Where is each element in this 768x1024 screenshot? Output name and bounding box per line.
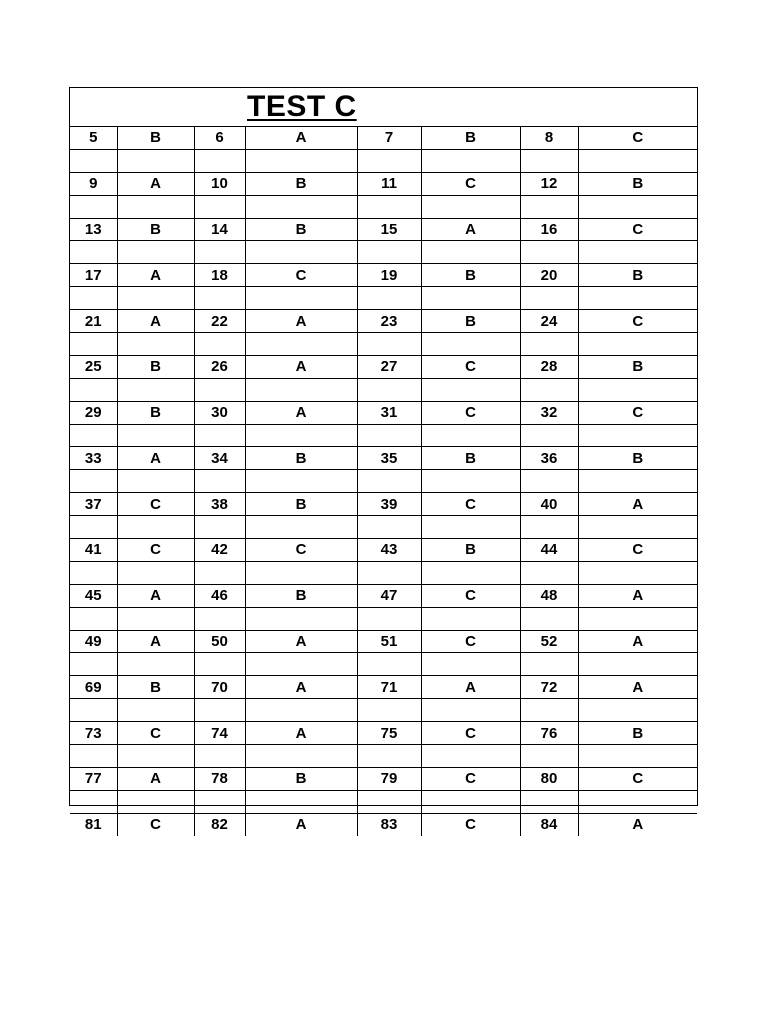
blank-cell (245, 333, 357, 356)
answer-row (70, 127, 697, 149)
answer-letter: C (117, 539, 194, 562)
blank-cell (194, 790, 245, 813)
answer-letter: A (117, 630, 194, 653)
blank-cell (117, 470, 194, 493)
answer-letter: B (245, 447, 357, 470)
answer-letter: A (117, 310, 194, 333)
blank-cell (194, 745, 245, 768)
answer-letter: A (245, 630, 357, 653)
answer-letter: A (245, 722, 357, 745)
answer-letter: B (578, 447, 697, 470)
question-number: 34 (194, 447, 245, 470)
blank-row (70, 653, 697, 676)
blank-cell (245, 516, 357, 539)
blank-cell (70, 516, 117, 539)
blank-cell (357, 516, 421, 539)
answer-letter: C (421, 584, 520, 607)
answer-letter: B (117, 676, 194, 699)
blank-cell (578, 241, 697, 264)
answer-letter: C (578, 539, 697, 562)
answer-row (70, 264, 697, 287)
answer-letter: A (117, 447, 194, 470)
answer-letter: C (578, 127, 697, 149)
blank-cell (245, 424, 357, 447)
answer-letter: C (245, 264, 357, 287)
blank-cell (245, 149, 357, 172)
blank-cell (578, 470, 697, 493)
answer-letter: C (117, 493, 194, 516)
blank-cell (194, 333, 245, 356)
blank-row (70, 790, 697, 813)
answer-letter: B (117, 355, 194, 378)
answer-key-sheet (69, 87, 698, 834)
blank-cell (421, 470, 520, 493)
answer-letter: C (578, 401, 697, 424)
blank-cell (117, 653, 194, 676)
question-number: 47 (357, 584, 421, 607)
blank-cell (117, 745, 194, 768)
blank-cell (520, 699, 578, 722)
question-number: 43 (357, 539, 421, 562)
blank-cell (578, 333, 697, 356)
question-number: 81 (84, 816, 102, 834)
blank-cell (520, 561, 578, 584)
question-number: 31 (357, 401, 421, 424)
blank-row (70, 745, 697, 768)
question-number: 46 (194, 584, 245, 607)
question-number: 38 (194, 493, 245, 516)
blank-cell (194, 470, 245, 493)
blank-cell (245, 287, 357, 310)
question-number: 27 (357, 355, 421, 378)
blank-cell (578, 195, 697, 218)
question-number: 36 (520, 447, 578, 470)
blank-cell (357, 790, 421, 813)
answer-letter: A (245, 676, 357, 699)
answer-table-body (70, 127, 697, 836)
blank-cell (421, 653, 520, 676)
question-number: 76 (520, 722, 578, 745)
question-number: 41 (70, 539, 117, 562)
blank-cell (194, 195, 245, 218)
question-number: 22 (194, 310, 245, 333)
answer-letter: C (578, 218, 697, 241)
answer-letter: C (578, 310, 697, 333)
blank-cell (421, 516, 520, 539)
answer-letter: A (245, 813, 357, 835)
blank-cell (578, 561, 697, 584)
question-number: 51 (357, 630, 421, 653)
blank-row (70, 333, 697, 356)
question-number: 23 (357, 310, 421, 333)
blank-cell (578, 516, 697, 539)
answer-letter: C (245, 539, 357, 562)
blank-cell (70, 470, 117, 493)
answer-letter: C (421, 722, 520, 745)
blank-cell (117, 699, 194, 722)
answer-letter: C (421, 813, 520, 835)
title-row (70, 88, 697, 127)
answer-letter: C (421, 767, 520, 790)
blank-cell (520, 424, 578, 447)
question-number: 29 (70, 401, 117, 424)
question-number: 84 (520, 813, 578, 835)
question-number: 74 (194, 722, 245, 745)
question-number: 14 (194, 218, 245, 241)
blank-cell (578, 287, 697, 310)
blank-row (70, 424, 697, 447)
blank-cell (70, 333, 117, 356)
answer-letter: C (421, 493, 520, 516)
question-number: 69 (70, 676, 117, 699)
answer-letter: A (421, 218, 520, 241)
blank-cell (520, 470, 578, 493)
blank-cell (421, 790, 520, 813)
question-number: 49 (70, 630, 117, 653)
answer-letter: B (245, 584, 357, 607)
blank-cell (194, 149, 245, 172)
answer-letter: B (421, 264, 520, 287)
question-number: 11 (357, 172, 421, 195)
blank-row (70, 470, 697, 493)
answer-letter: C (421, 630, 520, 653)
answer-letter: B (117, 127, 194, 149)
answer-letter: B (578, 172, 697, 195)
question-number: 45 (70, 584, 117, 607)
question-number: 5 (70, 127, 117, 149)
blank-cell (520, 653, 578, 676)
answer-letter: B (578, 264, 697, 287)
blank-cell (578, 699, 697, 722)
answer-table (70, 127, 697, 836)
answer-letter: C (578, 767, 697, 790)
blank-cell (117, 149, 194, 172)
question-number: 33 (70, 447, 117, 470)
question-number: 44 (520, 539, 578, 562)
answer-letter: B (421, 539, 520, 562)
blank-cell (245, 653, 357, 676)
question-number: 25 (70, 355, 117, 378)
answer-letter: A (245, 401, 357, 424)
blank-cell (520, 287, 578, 310)
blank-cell (357, 561, 421, 584)
answer-row (70, 310, 697, 333)
answer-row (70, 172, 697, 195)
answer-letter: C (421, 355, 520, 378)
answer-row (70, 539, 697, 562)
blank-cell (520, 149, 578, 172)
answer-letter: B (578, 355, 697, 378)
question-number: 82 (194, 813, 245, 835)
blank-cell (520, 745, 578, 768)
page-title: TEST C (247, 90, 357, 123)
answer-letter: A (578, 813, 697, 835)
answer-row (70, 630, 697, 653)
question-number: 78 (194, 767, 245, 790)
question-number: 73 (70, 722, 117, 745)
answer-row (70, 493, 697, 516)
question-number: 80 (520, 767, 578, 790)
blank-cell (194, 699, 245, 722)
blank-row (70, 287, 697, 310)
blank-cell (421, 241, 520, 264)
blank-cell (421, 607, 520, 630)
answer-row (70, 355, 697, 378)
blank-cell (194, 241, 245, 264)
blank-cell (578, 745, 697, 768)
blank-cell (357, 287, 421, 310)
blank-cell (70, 378, 117, 401)
blank-cell (357, 241, 421, 264)
blank-cell (194, 561, 245, 584)
blank-cell (245, 470, 357, 493)
question-number: 13 (70, 218, 117, 241)
blank-cell (70, 790, 117, 813)
answer-row (70, 722, 697, 745)
blank-cell (578, 149, 697, 172)
blank-cell (357, 195, 421, 218)
blank-cell (578, 607, 697, 630)
question-number: 28 (520, 355, 578, 378)
blank-row (70, 378, 697, 401)
answer-letter: A (578, 584, 697, 607)
question-number: 35 (357, 447, 421, 470)
answer-letter: B (245, 172, 357, 195)
blank-cell (245, 561, 357, 584)
question-number: 39 (357, 493, 421, 516)
blank-cell (70, 561, 117, 584)
answer-letter: A (578, 493, 697, 516)
answer-letter: A (245, 355, 357, 378)
blank-cell (194, 378, 245, 401)
answer-letter: B (117, 401, 194, 424)
blank-cell (70, 287, 117, 310)
blank-row (70, 561, 697, 584)
answer-letter: A (578, 630, 697, 653)
blank-cell (357, 378, 421, 401)
blank-cell (520, 790, 578, 813)
blank-cell (245, 378, 357, 401)
blank-cell (245, 241, 357, 264)
answer-letter: B (245, 218, 357, 241)
blank-cell (70, 195, 117, 218)
answer-row (70, 767, 697, 790)
blank-cell (194, 653, 245, 676)
question-number: 18 (194, 264, 245, 287)
blank-row (70, 607, 697, 630)
blank-cell (245, 195, 357, 218)
question-number: 19 (357, 264, 421, 287)
blank-cell (421, 195, 520, 218)
blank-cell (117, 561, 194, 584)
blank-cell (421, 149, 520, 172)
blank-cell (70, 149, 117, 172)
blank-cell (245, 699, 357, 722)
blank-cell (117, 424, 194, 447)
blank-cell (357, 424, 421, 447)
blank-cell (421, 561, 520, 584)
blank-cell (421, 699, 520, 722)
blank-cell (520, 607, 578, 630)
question-number: 32 (520, 401, 578, 424)
question-number: 10 (194, 172, 245, 195)
answer-letter: B (245, 493, 357, 516)
blank-cell (117, 287, 194, 310)
blank-cell (520, 333, 578, 356)
blank-cell (520, 378, 578, 401)
blank-cell (117, 195, 194, 218)
blank-cell (117, 607, 194, 630)
question-number: 8 (520, 127, 578, 149)
blank-cell (117, 516, 194, 539)
blank-cell (194, 516, 245, 539)
blank-cell (194, 607, 245, 630)
blank-row (70, 516, 697, 539)
question-number: 30 (194, 401, 245, 424)
answer-letter: C (117, 813, 194, 835)
blank-cell (245, 745, 357, 768)
blank-cell (357, 607, 421, 630)
blank-cell (578, 424, 697, 447)
answer-letter: A (578, 676, 697, 699)
answer-row (70, 584, 697, 607)
blank-cell (194, 287, 245, 310)
question-number: 72 (520, 676, 578, 699)
question-number: 7 (357, 127, 421, 149)
answer-letter: B (421, 447, 520, 470)
blank-cell (421, 745, 520, 768)
question-number: 79 (357, 767, 421, 790)
blank-cell (70, 699, 117, 722)
blank-cell (520, 516, 578, 539)
question-number: 6 (194, 127, 245, 149)
blank-cell (421, 378, 520, 401)
blank-cell (421, 287, 520, 310)
answer-letter: B (421, 127, 520, 149)
question-number: 75 (357, 722, 421, 745)
blank-cell (70, 241, 117, 264)
question-number: 40 (520, 493, 578, 516)
blank-cell (245, 607, 357, 630)
blank-cell (357, 149, 421, 172)
blank-cell (357, 745, 421, 768)
blank-cell (117, 333, 194, 356)
answer-letter: A (421, 676, 520, 699)
question-number: 70 (194, 676, 245, 699)
blank-cell (70, 424, 117, 447)
blank-cell (357, 333, 421, 356)
question-number: 9 (70, 172, 117, 195)
blank-row (70, 149, 697, 172)
blank-cell (357, 699, 421, 722)
blank-cell (520, 195, 578, 218)
blank-cell (357, 653, 421, 676)
blank-cell (117, 790, 194, 813)
answer-row (70, 447, 697, 470)
answer-letter: A (117, 172, 194, 195)
blank-cell (421, 424, 520, 447)
question-number: 48 (520, 584, 578, 607)
question-number: 77 (70, 767, 117, 790)
answer-row (70, 676, 697, 699)
blank-cell (578, 790, 697, 813)
answer-letter: A (117, 584, 194, 607)
blank-row (70, 699, 697, 722)
question-number: 42 (194, 539, 245, 562)
blank-cell (194, 424, 245, 447)
answer-letter: A (245, 127, 357, 149)
blank-cell (117, 378, 194, 401)
blank-cell (578, 653, 697, 676)
question-number: 12 (520, 172, 578, 195)
blank-cell (245, 790, 357, 813)
question-number: 21 (70, 310, 117, 333)
answer-row (70, 401, 697, 424)
answer-letter: B (117, 218, 194, 241)
answer-letter: A (117, 264, 194, 287)
blank-cell (117, 241, 194, 264)
blank-cell (578, 378, 697, 401)
question-number: 26 (194, 355, 245, 378)
question-number: 16 (520, 218, 578, 241)
question-number: 20 (520, 264, 578, 287)
question-number: 15 (357, 218, 421, 241)
answer-letter: B (421, 310, 520, 333)
question-number: 24 (520, 310, 578, 333)
question-number: 37 (70, 493, 117, 516)
question-number: 83 (357, 813, 421, 835)
blank-cell (520, 241, 578, 264)
blank-row (70, 241, 697, 264)
answer-letter: A (245, 310, 357, 333)
answer-row (70, 218, 697, 241)
question-number: 52 (520, 630, 578, 653)
blank-cell (70, 607, 117, 630)
question-number: 17 (70, 264, 117, 287)
answer-letter: C (421, 172, 520, 195)
blank-cell (70, 653, 117, 676)
blank-cell (70, 745, 117, 768)
answer-letter: C (117, 722, 194, 745)
blank-row (70, 195, 697, 218)
blank-cell (357, 470, 421, 493)
question-number: 71 (357, 676, 421, 699)
answer-letter: A (117, 767, 194, 790)
blank-cell (421, 333, 520, 356)
answer-row (70, 813, 697, 835)
answer-letter: C (421, 401, 520, 424)
question-number: 50 (194, 630, 245, 653)
answer-letter: B (578, 722, 697, 745)
answer-letter: B (245, 767, 357, 790)
